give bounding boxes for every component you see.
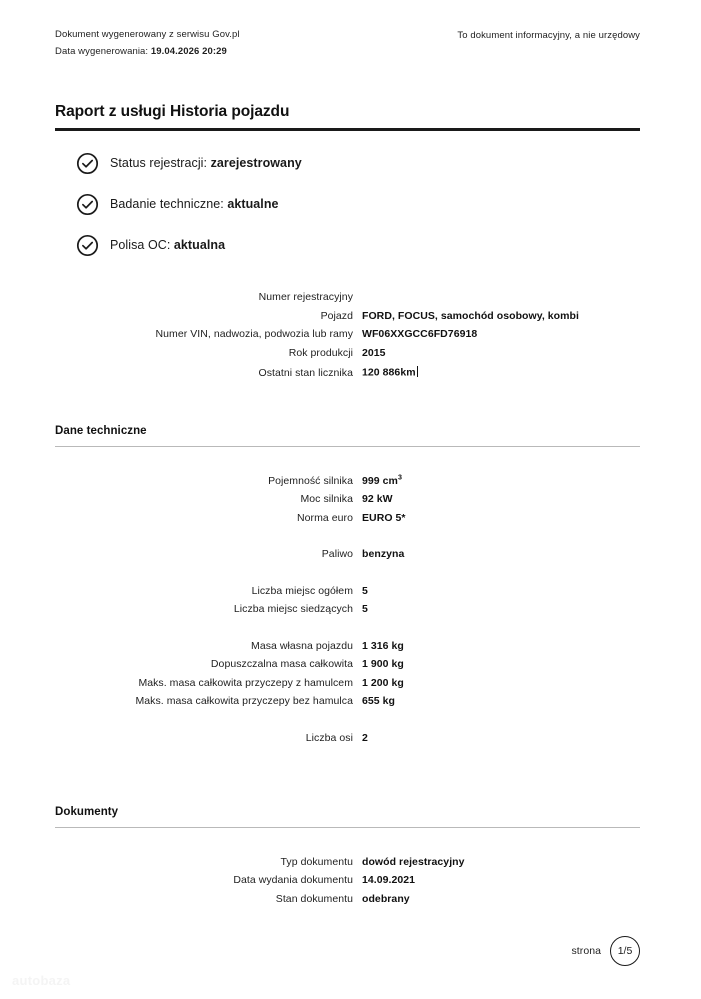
field-value: dowód rejestracyjny: [362, 855, 465, 868]
table-row: [55, 696, 640, 707]
field-value: 1 900 kg: [362, 658, 404, 671]
field-label: Paliwo: [321, 548, 353, 561]
table-row: [55, 586, 640, 597]
table-row: [55, 678, 640, 689]
section-heading: Dokumenty: [55, 806, 119, 818]
source-line: Dokument wygenerowany z serwisu Gov.pl: [55, 29, 240, 40]
table-row: [55, 473, 640, 487]
table-row: [55, 513, 640, 524]
field-label: Dopuszczalna masa całkowita: [210, 658, 353, 671]
check-circle-icon: [76, 193, 99, 216]
page-label: strona: [571, 945, 601, 957]
document-meta-header: [55, 29, 640, 58]
field-label: Liczba miejsc ogółem: [251, 584, 353, 597]
check-circle-icon: [76, 234, 99, 257]
field-label: Ostatni stan licznika: [258, 366, 353, 379]
status-value-inspection: aktualne: [227, 197, 279, 212]
field-value: FORD, FOCUS, samochód osobowy, kombi: [362, 309, 579, 322]
row-group-spacer: [55, 715, 640, 733]
title-divider: [55, 128, 640, 131]
section-divider: [55, 446, 640, 447]
field-label: Pojazd: [320, 309, 353, 322]
check-circle-icon: [76, 152, 99, 175]
status-text-registration: [110, 157, 302, 170]
watermark: autobaza: [12, 973, 71, 988]
table-row: [55, 366, 640, 378]
table-row: [55, 549, 640, 560]
field-value: EURO 5*: [362, 511, 406, 524]
table-row: [55, 494, 640, 505]
field-label: Maks. masa całkowita przyczepy z hamulcem: [138, 676, 353, 689]
field-label: Masa własna pojazdu: [251, 639, 353, 652]
field-label: Numer rejestracyjny: [258, 291, 353, 303]
status-item-inspection: [76, 193, 302, 216]
field-label: Rok produkcji: [288, 346, 353, 359]
page-title: Raport z usługi Historia pojazdu: [55, 103, 290, 120]
field-value: benzyna: [362, 548, 405, 561]
status-text-insurance: [110, 239, 225, 252]
table-row: [55, 857, 640, 868]
field-value: 92 kW: [362, 493, 393, 506]
meta-left-group: [55, 29, 240, 58]
table-row: [55, 292, 640, 303]
page-number-badge: 1/5: [610, 936, 640, 966]
documents-table: [55, 857, 640, 913]
table-row: [55, 348, 640, 359]
table-row: [55, 604, 640, 615]
status-item-registration: [76, 152, 302, 175]
field-value: 14.09.2021: [362, 874, 416, 887]
vehicle-details-table: [55, 292, 640, 386]
field-value: 1 200 kg: [362, 676, 404, 689]
table-row: [55, 641, 640, 652]
field-label: Liczba miejsc siedzących: [233, 603, 353, 616]
row-group-spacer: [55, 531, 640, 549]
generation-date-line: [55, 46, 240, 58]
field-label: Norma euro: [297, 511, 353, 524]
field-label: Moc silnika: [300, 493, 353, 506]
row-group-spacer: [55, 623, 640, 641]
status-label-insurance: Polisa OC:: [110, 238, 174, 253]
section-technical-data: [55, 425, 640, 751]
table-row: [55, 329, 640, 340]
field-label: Maks. masa całkowita przyczepy bez hamulca: [135, 695, 353, 708]
page-footer: [572, 936, 641, 966]
title-block: [55, 103, 640, 131]
field-value-odometer: 120 886km: [362, 366, 419, 378]
technical-data-table: [55, 473, 640, 752]
field-value: WF06XXGCC6FD76918: [362, 328, 478, 340]
status-value-insurance: aktualna: [173, 238, 226, 253]
status-item-insurance: [76, 234, 302, 257]
field-value: 2: [362, 731, 368, 744]
table-row: [55, 894, 640, 905]
table-row: [55, 311, 640, 322]
field-value: 5: [362, 603, 368, 616]
status-text-inspection: [110, 198, 279, 211]
field-label: Data wydania dokumentu: [233, 874, 353, 887]
informational-notice: To dokument informacyjny, a nie urzędowy: [457, 30, 640, 41]
field-label: Liczba osi: [305, 731, 353, 744]
table-row: [55, 875, 640, 886]
section-documents: [55, 806, 640, 912]
status-label-inspection: Badanie techniczne:: [110, 197, 228, 212]
field-label: Typ dokumentu: [280, 855, 353, 868]
field-label: Stan dokumentu: [275, 892, 353, 905]
status-label-registration: Status rejestracji:: [110, 156, 211, 171]
generation-date-value: 19.04.2026 20:29: [150, 45, 227, 57]
table-row: [55, 733, 640, 744]
field-value: odebrany: [362, 892, 410, 905]
status-value-registration: zarejestrowany: [210, 156, 302, 171]
field-label: Pojemność silnika: [268, 474, 353, 487]
field-value: 2015: [362, 346, 386, 359]
field-value: 5: [362, 584, 368, 597]
generation-date-label: Data wygenerowania:: [55, 45, 151, 57]
status-list: [76, 152, 302, 257]
row-group-spacer: [55, 568, 640, 586]
field-value: 999 $cm^3$: [362, 473, 402, 487]
table-row: [55, 659, 640, 670]
section-divider: [55, 827, 640, 828]
field-label: Numer VIN, nadwozia, podwozia lub ramy: [155, 328, 353, 340]
field-value: 1 316 kg: [362, 639, 404, 652]
section-heading: Dane techniczne: [55, 425, 147, 437]
field-value: 655 kg: [362, 695, 396, 708]
